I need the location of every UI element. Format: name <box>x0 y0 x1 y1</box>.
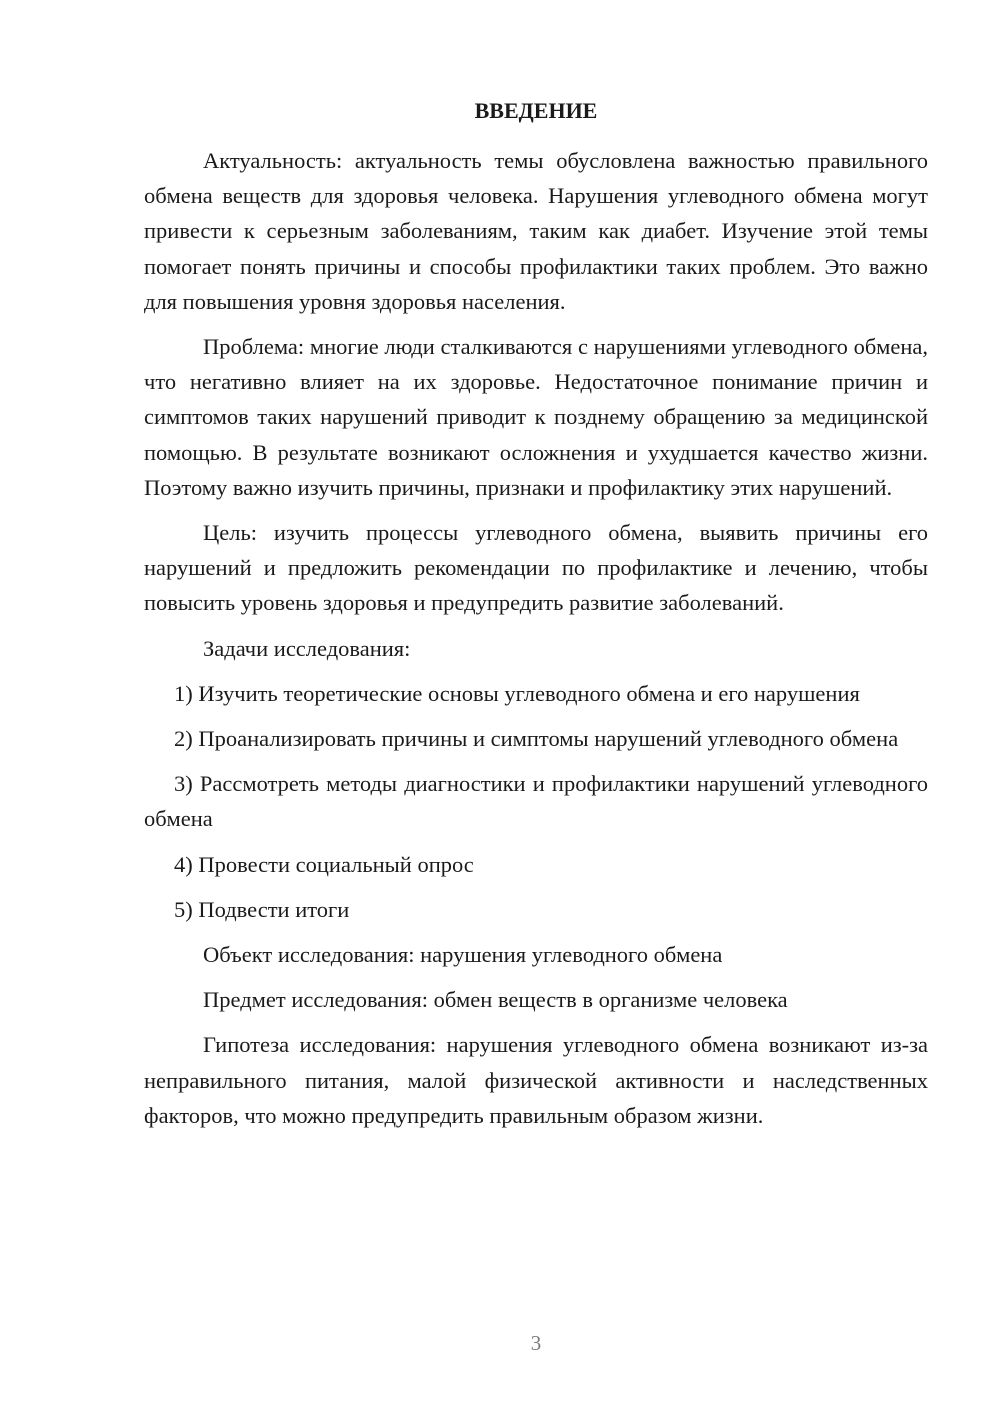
section-title: ВВЕДЕНИЕ <box>474 98 598 123</box>
paragraph-tasks-heading: Задачи исследования: <box>203 635 411 661</box>
task-item-4: 4) Провести социальный опрос <box>174 851 474 877</box>
task-item-3: 3) Рассмотреть методы диагностики и профилактики нарушений углеводного обмена <box>144 771 928 832</box>
task-item-5: 5) Подвести итоги <box>174 896 350 922</box>
paragraph-hypothesis: Гипотеза исследования: нарушения углеводного обмена возникают из-за неправильного питания, малой физической активности и наследственных факторов, что можно предупредить правильным образом жизни. <box>144 1032 928 1128</box>
paragraph-subject: Предмет исследования: обмен веществ в организме человека <box>203 987 788 1013</box>
paragraph-problem: Проблема: многие люди сталкиваются с нарушениями углеводного обмена, что негативно влияет на их здоровье. Недостаточное понимание причин и симптомов таких нарушений приводит к позднему обращению за медицинской помощью. В результате возникают осложнения и ухудшается качество жизни. Поэтому важно изучить причины, признаки и профилактику этих нарушений. <box>144 334 928 500</box>
task-item-1: 1) Изучить теоретические основы углеводного обмена и его нарушения <box>174 680 860 706</box>
page-content <box>144 93 928 1143</box>
paragraph-goal: Цель: изучить процессы углеводного обмена, выявить причины его нарушений и предложить рекомендации по профилактике и лечению, чтобы повысить уровень здоровья и предупредить развитие заболеваний. <box>144 520 928 616</box>
page-number: 3 <box>530 1331 542 1355</box>
task-item-2: 2) Проанализировать причины и симптомы нарушений углеводного обмена <box>174 726 899 752</box>
paragraph-relevance: Актуальность: актуальность темы обусловлена важностью правильного обмена веществ для здоровья человека. Нарушения углеводного обмена могут привести к серьезным заболеваниям, таким как диабет. Изучение этой темы помогает понять причины и способы профилактики таких проблем. Это важно для повышения уровня здоровья населения. <box>144 148 928 314</box>
paragraph-object: Объект исследования: нарушения углеводного обмена <box>203 942 723 968</box>
